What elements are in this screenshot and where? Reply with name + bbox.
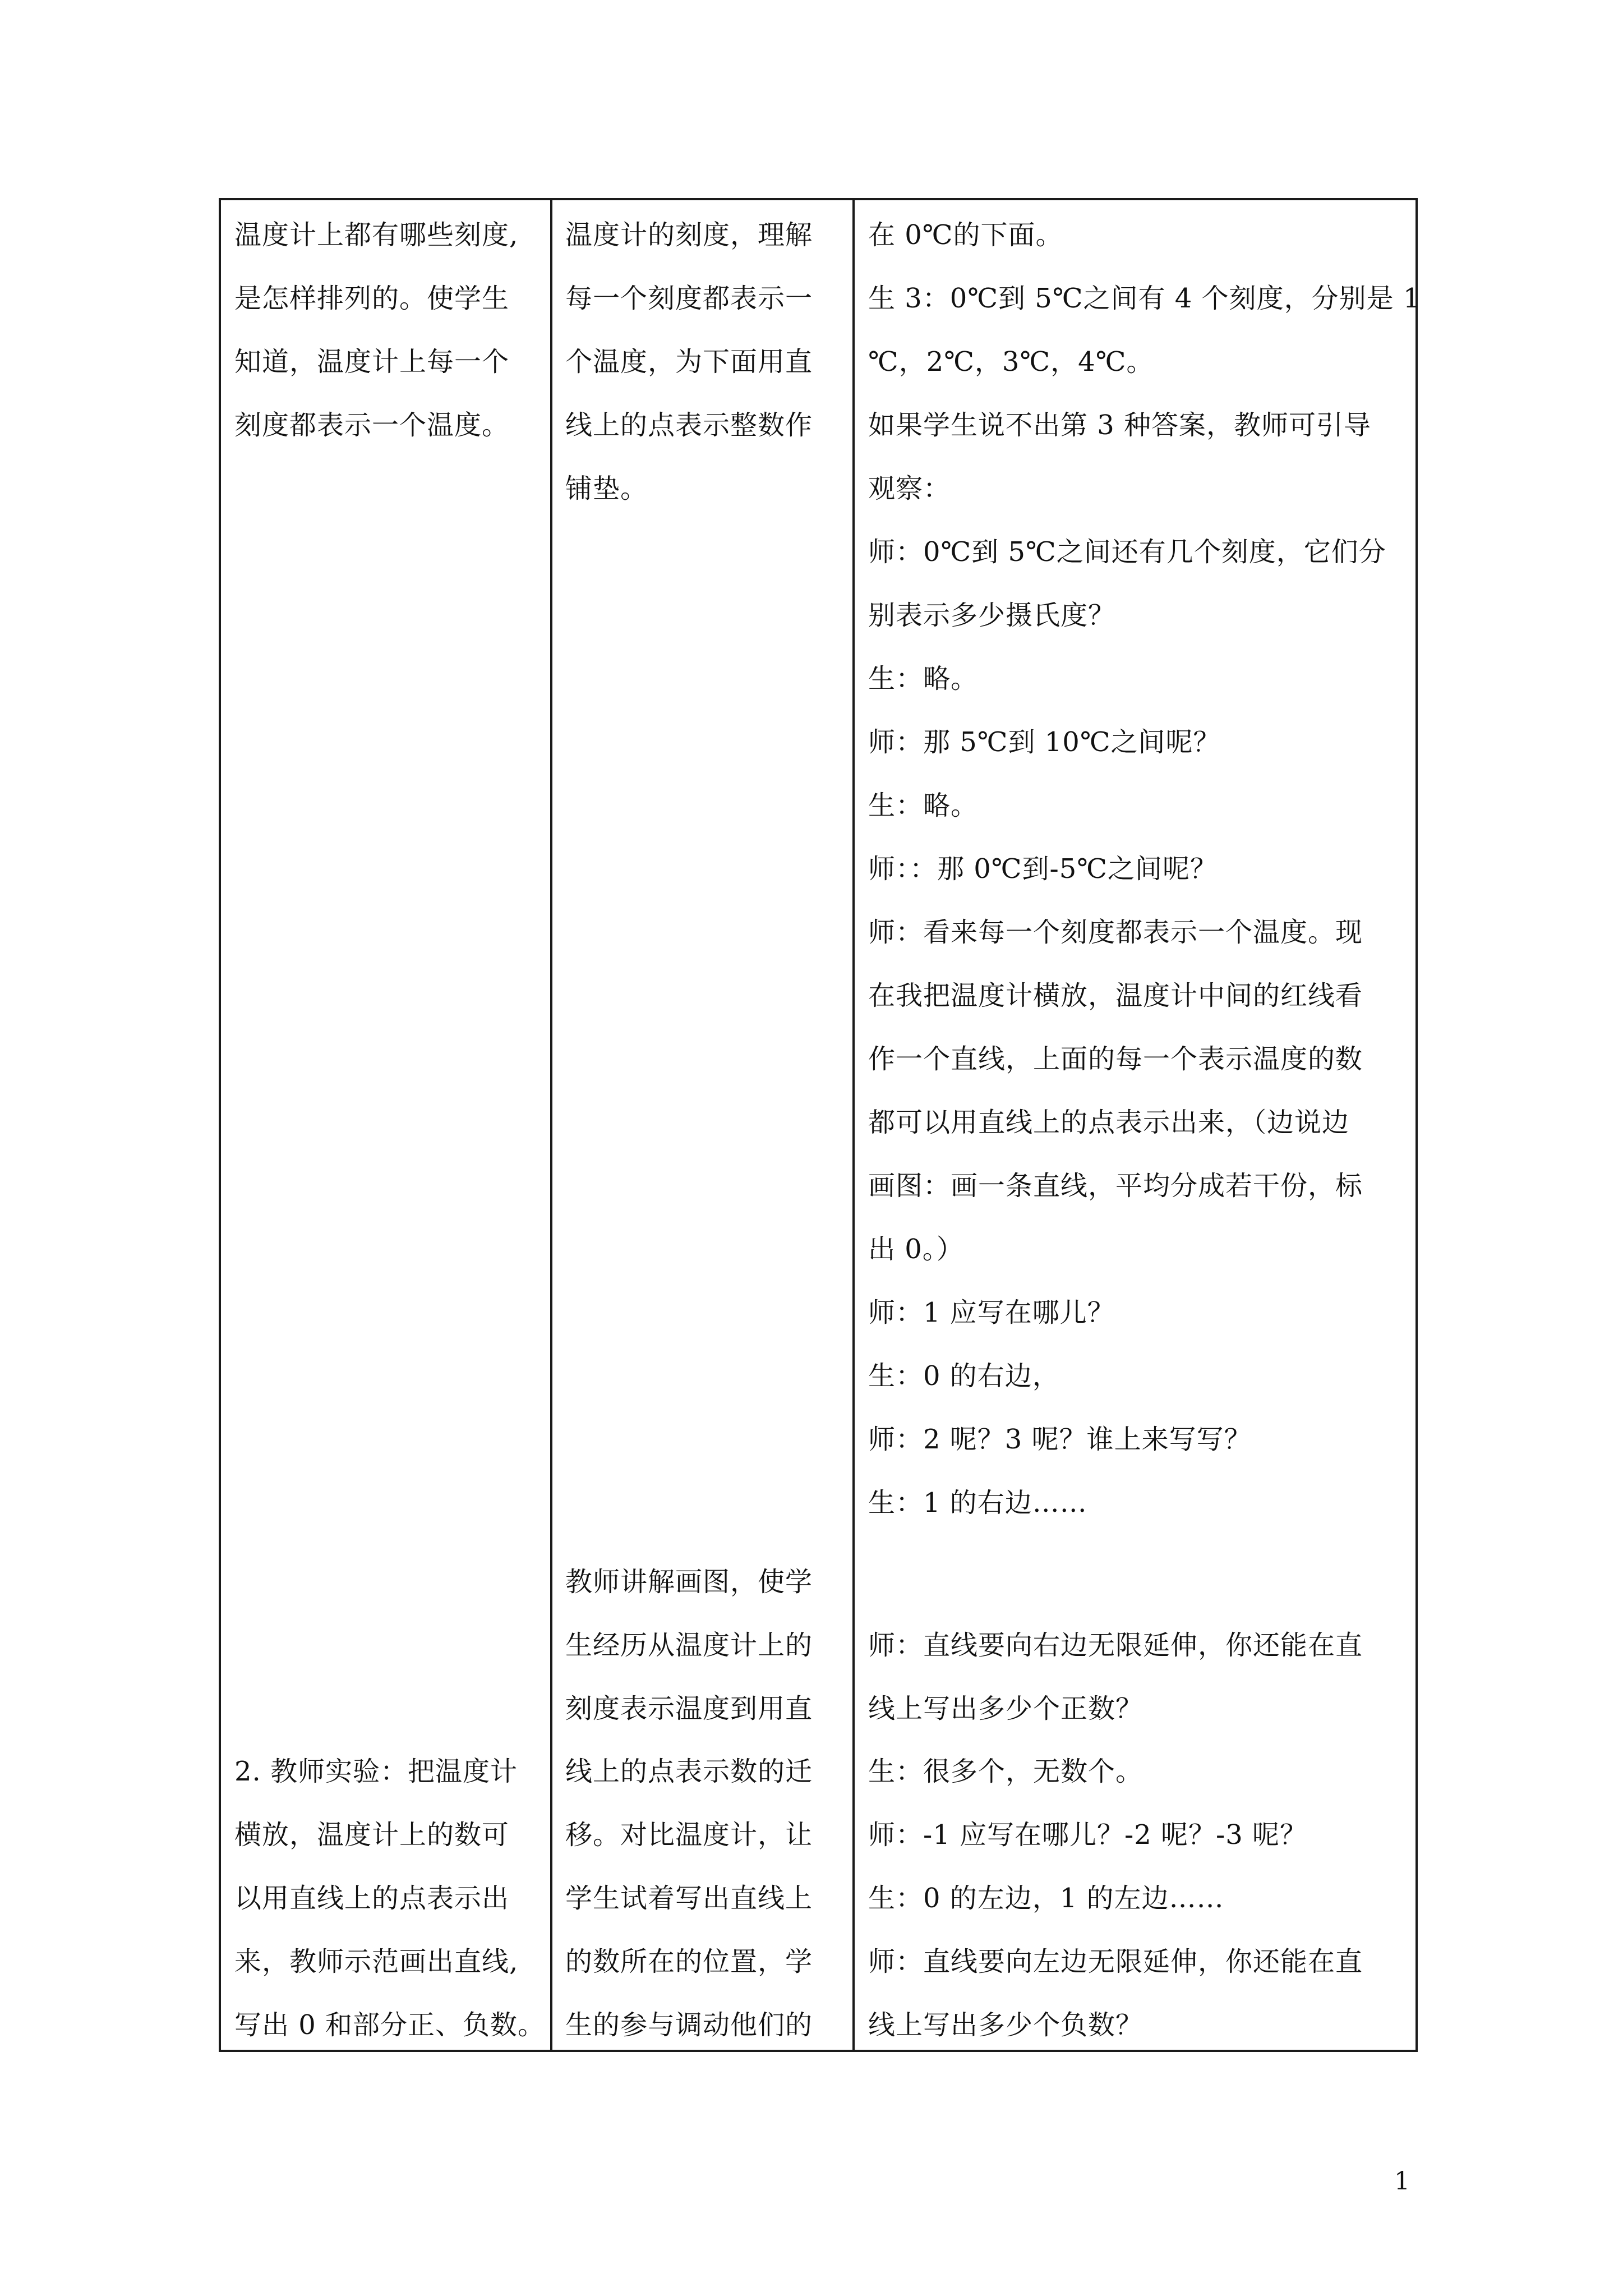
col3-line: 师：直线要向左边无限延伸，你还能在直 bbox=[868, 1946, 1363, 1977]
col1-line: 温度计上都有哪些刻度, bbox=[234, 219, 519, 251]
col2-line: 的数所在的位置，学 bbox=[565, 1946, 813, 1977]
col3-line: 师：那 5℃到 10℃之间呢？ bbox=[868, 726, 1221, 758]
col2-line: 线上的点表示整数作 bbox=[565, 409, 813, 441]
col3-line: 师：0℃到 5℃之间还有几个刻度，它们分 bbox=[868, 536, 1386, 568]
col3-line: 师：：那 0℃到-5℃之间呢？ bbox=[868, 853, 1218, 885]
col3-line: 生：1 的右边…… bbox=[868, 1487, 1087, 1519]
col3-line: 线上写出多少个正数？ bbox=[868, 1693, 1144, 1724]
col3-line: 生：很多个，无数个。 bbox=[868, 1756, 1144, 1787]
col2-line: 铺垫。 bbox=[565, 473, 648, 504]
page-number: 1 bbox=[1394, 2167, 1410, 2196]
col3-line: 生 3：0℃到 5℃之间有 4 个刻度，分别是 1 bbox=[868, 283, 1421, 314]
col2-line: 移。对比温度计，让 bbox=[565, 1819, 813, 1851]
col3-line: 画图：画一条直线，平均分成若干份，标 bbox=[868, 1170, 1363, 1202]
col1-line: 2. 教师实验：把温度计 bbox=[234, 1756, 518, 1787]
col1-line: 以用直线上的点表示出 bbox=[234, 1883, 510, 1914]
col1-line: 是怎样排列的。使学生 bbox=[234, 283, 510, 314]
column-divider-2 bbox=[852, 198, 855, 2052]
col1-line: 写出 0 和部分正、负数。 bbox=[234, 2009, 546, 2041]
col2-line: 生的参与调动他们的 bbox=[565, 2009, 813, 2041]
col3-line: 都可以用直线上的点表示出来，（边说边 bbox=[868, 1107, 1350, 1138]
col2-line: 线上的点表示数的迁 bbox=[565, 1756, 813, 1787]
col2-line: 刻度表示温度到用直 bbox=[565, 1693, 813, 1724]
col1-line: 刻度都表示一个温度。 bbox=[234, 409, 510, 441]
col3-line: 别表示多少摄氏度？ bbox=[868, 600, 1116, 631]
col3-line: 在我把温度计横放，温度计中间的红线看 bbox=[868, 980, 1363, 1011]
col2-line: 个温度，为下面用直 bbox=[565, 346, 813, 378]
col2-line: 温度计的刻度，理解 bbox=[565, 219, 813, 251]
column-divider-1 bbox=[550, 198, 552, 2052]
col3-line: 生：略。 bbox=[868, 790, 979, 821]
col2-line: 每一个刻度都表示一 bbox=[565, 283, 813, 314]
col1-line: 横放，温度计上的数可 bbox=[234, 1819, 510, 1851]
col3-line: 师：直线要向右边无限延伸，你还能在直 bbox=[868, 1630, 1363, 1661]
col3-line: 师：看来每一个刻度都表示一个温度。现 bbox=[868, 917, 1363, 948]
col3-line: 线上写出多少个负数？ bbox=[868, 2009, 1144, 2041]
col1-line: 来，教师示范画出直线, bbox=[234, 1946, 519, 1977]
col2-line: 教师讲解画图，使学 bbox=[565, 1566, 813, 1598]
col3-line: 师：2 呢？3 呢？谁上来写写？ bbox=[868, 1424, 1252, 1455]
col3-line: 在 0℃的下面。 bbox=[868, 219, 1063, 251]
col1-line: 知道，温度计上每一个 bbox=[234, 346, 510, 378]
col3-line: 师：-1 应写在哪儿？-2 呢？-3 呢？ bbox=[868, 1819, 1308, 1851]
col3-line: 生：0 的右边， bbox=[868, 1360, 1060, 1392]
col3-line: 出 0。） bbox=[868, 1234, 964, 1265]
col3-line: 如果学生说不出第 3 种答案，教师可引导 bbox=[868, 409, 1372, 441]
col3-line: 生：略。 bbox=[868, 663, 979, 694]
col2-line: 生经历从温度计上的 bbox=[565, 1630, 813, 1661]
col3-line: 作一个直线，上面的每一个表示温度的数 bbox=[868, 1043, 1363, 1075]
col3-line: 师：1 应写在哪儿？ bbox=[868, 1297, 1115, 1328]
col2-line: 学生试着写出直线上 bbox=[565, 1883, 813, 1914]
col3-line: 生：0 的左边，1 的左边…… bbox=[868, 1883, 1224, 1914]
col3-line: ℃，2℃，3℃，4℃。 bbox=[868, 346, 1154, 378]
col3-line: 观察： bbox=[868, 473, 951, 504]
